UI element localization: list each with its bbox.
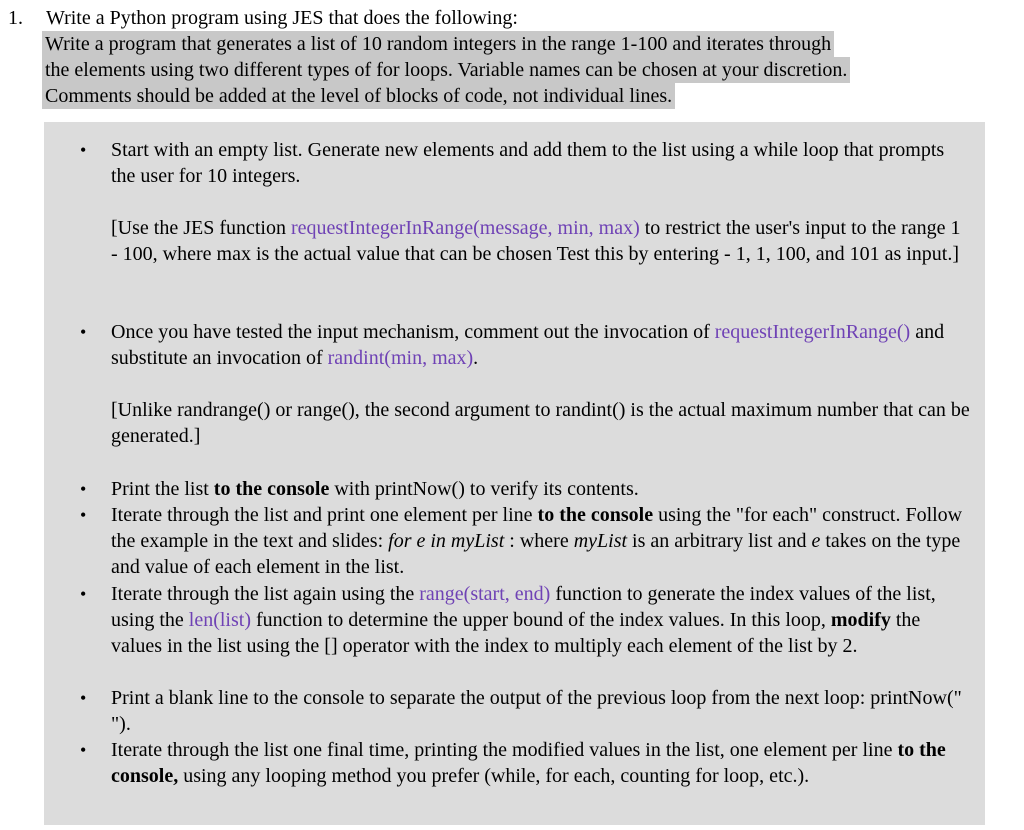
note-text: to restrict the user's input to the range 1 - 100, where max is the actual value that can be chosen Test this by entering - 1, 1, 100, and 101 as input.] [111,217,961,265]
function-name: range(start, end) [419,583,551,605]
text-segment: Iterate through the list again using the [111,583,420,605]
emphasis-text: to the console [537,504,654,526]
emphasis-text: modify [830,609,891,631]
bullet-text [111,581,971,659]
code-italic: for e in myList [388,530,505,552]
function-name: randint(min, max) [327,347,474,369]
bullet-icon: • [80,688,87,708]
bullet-icon: • [80,140,87,160]
note-text: [Use the JES function [111,217,291,239]
bullet-icon: • [80,740,87,760]
bullet-text: Start with an empty list. Generate new elements and add them to the list using a while loop that prompts the user for 10 integers. [111,139,945,187]
code-italic: myList [573,530,628,552]
description-line: Comments should be added at the level of blocks of code, not individual lines. [42,83,675,109]
bullet-icon: • [80,505,87,525]
description-line: the elements using two different types of for loops. Variable names can be chosen at your discretion. [42,57,850,83]
emphasis-text: to the console, [111,739,946,787]
text-segment: function to generate the index values of the list, using the [111,583,936,631]
bullet-icon: • [80,322,87,342]
bullet-icon: • [80,584,87,604]
function-name: len(list) [188,609,251,631]
function-name: requestIntegerInRange() [714,321,911,343]
bullet-note-text [111,215,971,267]
description-line: Write a program that generates a list of 10 random integers in the range 1-100 and iterates through [42,31,834,57]
emphasis-text: to the console [213,478,330,500]
bullet-text [111,502,971,580]
question-description [42,31,952,109]
text-segment: is an arbitrary list and [627,530,812,552]
instructions-panel [44,122,985,825]
text-segment: and substitute an invocation of [111,321,945,369]
bullet-icon: • [80,479,87,499]
text-segment: Iterate through the list and print one element per line [111,504,538,526]
bullet-text [111,476,971,502]
code-italic: e [811,530,821,552]
function-name: requestIntegerInRange(message, min, max) [290,217,640,239]
bullet-text [111,737,971,789]
text-segment: Print the list [111,478,214,500]
text-segment: function to determine the upper bound of the index values. In this loop, [251,609,831,631]
text-segment: using any looping method you prefer (while, for each, counting for loop, etc.). [178,765,810,787]
text-segment: Once you have tested the input mechanism, comment out the invocation of [111,321,715,343]
bullet-text [111,319,971,371]
bullet-note-text: [Unlike randrange() or range(), the second argument to randint() is the actual maximum number that can be generated.] [111,399,970,447]
question-title: Write a Python program using JES that does the following: [46,7,518,29]
text-segment: using the "for each" construct. Follow the example in the text and slides: [111,504,963,552]
text-segment: with printNow() to verify its contents. [329,478,639,500]
bullet-text: Print a blank line to the console to separate the output of the previous loop from the next loop: printNow(" "). [111,687,962,735]
text-segment: the values in the list using the [] operator with the index to multiply each element of the list by 2. [111,609,921,657]
text-segment: : where [504,530,574,552]
text-segment: . [473,347,479,369]
question-number: 1. [8,7,23,29]
text-segment: takes on the type and value of each element in the list. [111,530,961,578]
text-segment: Iterate through the list one final time, printing the modified values in the list, one element per line [111,739,898,761]
